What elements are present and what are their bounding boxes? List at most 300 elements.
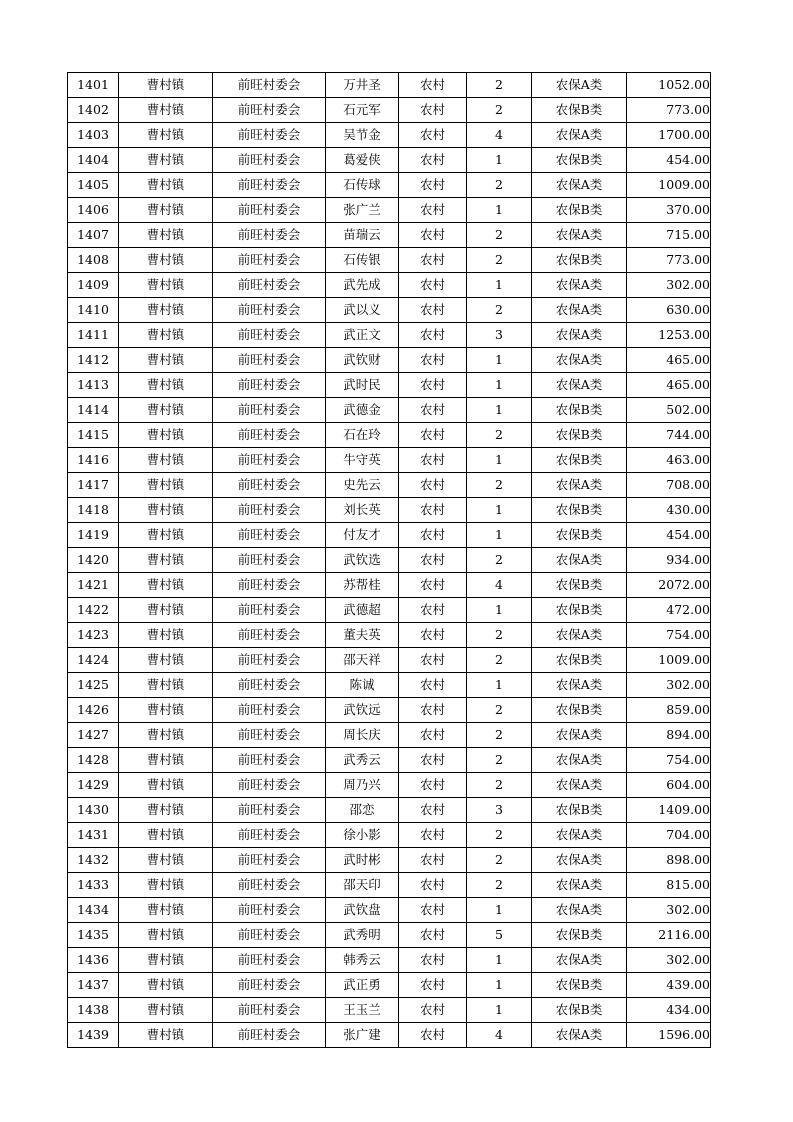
- residence-type-cell: 农村: [399, 73, 467, 98]
- town-cell: 曹村镇: [119, 298, 213, 323]
- recipient-name-cell: 武德超: [326, 598, 399, 623]
- row-number: 1415: [68, 423, 119, 448]
- household-count-cell: 2: [467, 723, 532, 748]
- town-cell: 曹村镇: [119, 923, 213, 948]
- household-count-cell: 2: [467, 298, 532, 323]
- category-cell: 农保B类: [532, 148, 627, 173]
- town-cell: 曹村镇: [119, 748, 213, 773]
- household-count-cell: 1: [467, 148, 532, 173]
- residence-type-cell: 农村: [399, 298, 467, 323]
- recipient-name-cell: 周乃兴: [326, 773, 399, 798]
- village-committee-cell: 前旺村委会: [213, 123, 326, 148]
- recipient-name-cell: 武钦选: [326, 548, 399, 573]
- residence-type-cell: 农村: [399, 673, 467, 698]
- table-row: [68, 98, 711, 123]
- row-number: 1411: [68, 323, 119, 348]
- village-committee-cell: 前旺村委会: [213, 923, 326, 948]
- town-cell: 曹村镇: [119, 73, 213, 98]
- household-count-cell: 1: [467, 948, 532, 973]
- category-cell: 农保A类: [532, 473, 627, 498]
- recipient-name-cell: 武秀云: [326, 748, 399, 773]
- household-count-cell: 2: [467, 773, 532, 798]
- village-committee-cell: 前旺村委会: [213, 748, 326, 773]
- town-cell: 曹村镇: [119, 173, 213, 198]
- amount-cell: 894.00: [627, 723, 711, 748]
- village-committee-cell: 前旺村委会: [213, 998, 326, 1023]
- row-number: 1428: [68, 748, 119, 773]
- amount-cell: 934.00: [627, 548, 711, 573]
- category-cell: 农保A类: [532, 348, 627, 373]
- recipient-name-cell: 付友才: [326, 523, 399, 548]
- amount-cell: 370.00: [627, 198, 711, 223]
- village-committee-cell: 前旺村委会: [213, 523, 326, 548]
- category-cell: 农保B类: [532, 398, 627, 423]
- table-row: [68, 848, 711, 873]
- row-number: 1406: [68, 198, 119, 223]
- residence-type-cell: 农村: [399, 973, 467, 998]
- town-cell: 曹村镇: [119, 673, 213, 698]
- category-cell: 农保B类: [532, 423, 627, 448]
- village-committee-cell: 前旺村委会: [213, 723, 326, 748]
- row-number: 1405: [68, 173, 119, 198]
- recipient-name-cell: 武钦远: [326, 698, 399, 723]
- table-row: [68, 1023, 711, 1048]
- household-count-cell: 1: [467, 898, 532, 923]
- town-cell: 曹村镇: [119, 898, 213, 923]
- row-number: 1421: [68, 573, 119, 598]
- category-cell: 农保A类: [532, 73, 627, 98]
- row-number: 1437: [68, 973, 119, 998]
- village-committee-cell: 前旺村委会: [213, 398, 326, 423]
- row-number: 1434: [68, 898, 119, 923]
- recipient-name-cell: 武正文: [326, 323, 399, 348]
- row-number: 1438: [68, 998, 119, 1023]
- residence-type-cell: 农村: [399, 773, 467, 798]
- table-row: [68, 648, 711, 673]
- row-number: 1425: [68, 673, 119, 698]
- row-number: 1427: [68, 723, 119, 748]
- household-count-cell: 1: [467, 523, 532, 548]
- village-committee-cell: 前旺村委会: [213, 898, 326, 923]
- village-committee-cell: 前旺村委会: [213, 598, 326, 623]
- household-count-cell: 2: [467, 873, 532, 898]
- table-row: [68, 723, 711, 748]
- amount-cell: 1700.00: [627, 123, 711, 148]
- household-count-cell: 1: [467, 498, 532, 523]
- category-cell: 农保A类: [532, 723, 627, 748]
- residence-type-cell: 农村: [399, 648, 467, 673]
- table-row: [68, 423, 711, 448]
- row-number: 1435: [68, 923, 119, 948]
- town-cell: 曹村镇: [119, 423, 213, 448]
- row-number: 1403: [68, 123, 119, 148]
- row-number: 1430: [68, 798, 119, 823]
- town-cell: 曹村镇: [119, 948, 213, 973]
- amount-cell: 302.00: [627, 948, 711, 973]
- town-cell: 曹村镇: [119, 323, 213, 348]
- household-count-cell: 5: [467, 923, 532, 948]
- category-cell: 农保A类: [532, 948, 627, 973]
- village-committee-cell: 前旺村委会: [213, 773, 326, 798]
- residence-type-cell: 农村: [399, 473, 467, 498]
- recipient-name-cell: 武时民: [326, 373, 399, 398]
- table-row: [68, 73, 711, 98]
- amount-cell: 859.00: [627, 698, 711, 723]
- table-row: [68, 348, 711, 373]
- recipient-name-cell: 张广兰: [326, 198, 399, 223]
- household-count-cell: 2: [467, 548, 532, 573]
- residence-type-cell: 农村: [399, 548, 467, 573]
- category-cell: 农保B类: [532, 973, 627, 998]
- residence-type-cell: 农村: [399, 573, 467, 598]
- category-cell: 农保A类: [532, 323, 627, 348]
- row-number: 1408: [68, 248, 119, 273]
- amount-cell: 463.00: [627, 448, 711, 473]
- town-cell: 曹村镇: [119, 373, 213, 398]
- table-row: [68, 198, 711, 223]
- amount-cell: 708.00: [627, 473, 711, 498]
- household-count-cell: 2: [467, 648, 532, 673]
- recipient-name-cell: 石元军: [326, 98, 399, 123]
- residence-type-cell: 农村: [399, 348, 467, 373]
- category-cell: 农保B类: [532, 198, 627, 223]
- recipient-name-cell: 邵天祥: [326, 648, 399, 673]
- recipient-name-cell: 苏帮桂: [326, 573, 399, 598]
- table-row: [68, 773, 711, 798]
- household-count-cell: 1: [467, 973, 532, 998]
- table-row: [68, 273, 711, 298]
- village-committee-cell: 前旺村委会: [213, 498, 326, 523]
- village-committee-cell: 前旺村委会: [213, 448, 326, 473]
- category-cell: 农保B类: [532, 998, 627, 1023]
- row-number: 1420: [68, 548, 119, 573]
- residence-type-cell: 农村: [399, 448, 467, 473]
- category-cell: 农保B类: [532, 573, 627, 598]
- recipient-name-cell: 石在玲: [326, 423, 399, 448]
- table-row: [68, 148, 711, 173]
- household-count-cell: 1: [467, 373, 532, 398]
- amount-cell: 302.00: [627, 273, 711, 298]
- residence-type-cell: 农村: [399, 173, 467, 198]
- recipient-name-cell: 武德金: [326, 398, 399, 423]
- town-cell: 曹村镇: [119, 598, 213, 623]
- category-cell: 农保B类: [532, 648, 627, 673]
- amount-cell: 1052.00: [627, 73, 711, 98]
- town-cell: 曹村镇: [119, 398, 213, 423]
- table-row: [68, 173, 711, 198]
- residence-type-cell: 农村: [399, 148, 467, 173]
- village-committee-cell: 前旺村委会: [213, 148, 326, 173]
- town-cell: 曹村镇: [119, 98, 213, 123]
- recipient-name-cell: 陈诚: [326, 673, 399, 698]
- residence-type-cell: 农村: [399, 248, 467, 273]
- village-committee-cell: 前旺村委会: [213, 248, 326, 273]
- residence-type-cell: 农村: [399, 698, 467, 723]
- residence-type-cell: 农村: [399, 498, 467, 523]
- village-committee-cell: 前旺村委会: [213, 73, 326, 98]
- village-committee-cell: 前旺村委会: [213, 473, 326, 498]
- table-row: [68, 448, 711, 473]
- table-row: [68, 523, 711, 548]
- town-cell: 曹村镇: [119, 523, 213, 548]
- amount-cell: 472.00: [627, 598, 711, 623]
- town-cell: 曹村镇: [119, 848, 213, 873]
- household-count-cell: 2: [467, 823, 532, 848]
- town-cell: 曹村镇: [119, 873, 213, 898]
- table-row: [68, 473, 711, 498]
- village-committee-cell: 前旺村委会: [213, 198, 326, 223]
- village-committee-cell: 前旺村委会: [213, 348, 326, 373]
- category-cell: 农保B类: [532, 698, 627, 723]
- table-row: [68, 623, 711, 648]
- village-committee-cell: 前旺村委会: [213, 673, 326, 698]
- amount-cell: 754.00: [627, 748, 711, 773]
- category-cell: 农保B类: [532, 598, 627, 623]
- category-cell: 农保A类: [532, 748, 627, 773]
- table-row: [68, 673, 711, 698]
- village-committee-cell: 前旺村委会: [213, 873, 326, 898]
- table-row: [68, 798, 711, 823]
- residence-type-cell: 农村: [399, 898, 467, 923]
- household-count-cell: 1: [467, 998, 532, 1023]
- amount-cell: 454.00: [627, 148, 711, 173]
- table-row: [68, 123, 711, 148]
- row-number: 1436: [68, 948, 119, 973]
- town-cell: 曹村镇: [119, 473, 213, 498]
- household-count-cell: 1: [467, 348, 532, 373]
- category-cell: 农保A类: [532, 673, 627, 698]
- table-row: [68, 398, 711, 423]
- household-count-cell: 2: [467, 248, 532, 273]
- category-cell: 农保A类: [532, 298, 627, 323]
- amount-cell: 439.00: [627, 973, 711, 998]
- roster-body: [68, 73, 711, 1048]
- residence-type-cell: 农村: [399, 198, 467, 223]
- residence-type-cell: 农村: [399, 323, 467, 348]
- town-cell: 曹村镇: [119, 573, 213, 598]
- amount-cell: 434.00: [627, 998, 711, 1023]
- amount-cell: 2116.00: [627, 923, 711, 948]
- amount-cell: 1409.00: [627, 798, 711, 823]
- amount-cell: 754.00: [627, 623, 711, 648]
- village-committee-cell: 前旺村委会: [213, 573, 326, 598]
- amount-cell: 898.00: [627, 848, 711, 873]
- residence-type-cell: 农村: [399, 598, 467, 623]
- household-count-cell: 1: [467, 598, 532, 623]
- table-row: [68, 898, 711, 923]
- category-cell: 农保A类: [532, 123, 627, 148]
- amount-cell: 430.00: [627, 498, 711, 523]
- row-number: 1422: [68, 598, 119, 623]
- category-cell: 农保B类: [532, 523, 627, 548]
- amount-cell: 302.00: [627, 673, 711, 698]
- table-row: [68, 973, 711, 998]
- town-cell: 曹村镇: [119, 623, 213, 648]
- recipient-name-cell: 吴节金: [326, 123, 399, 148]
- table-row: [68, 598, 711, 623]
- table-row: [68, 823, 711, 848]
- village-committee-cell: 前旺村委会: [213, 173, 326, 198]
- category-cell: 农保B类: [532, 248, 627, 273]
- household-count-cell: 2: [467, 423, 532, 448]
- town-cell: 曹村镇: [119, 548, 213, 573]
- household-count-cell: 2: [467, 73, 532, 98]
- residence-type-cell: 农村: [399, 948, 467, 973]
- row-number: 1424: [68, 648, 119, 673]
- residence-type-cell: 农村: [399, 873, 467, 898]
- category-cell: 农保A类: [532, 373, 627, 398]
- amount-cell: 1009.00: [627, 648, 711, 673]
- category-cell: 农保A类: [532, 773, 627, 798]
- village-committee-cell: 前旺村委会: [213, 623, 326, 648]
- recipient-name-cell: 史先云: [326, 473, 399, 498]
- category-cell: 农保A类: [532, 1023, 627, 1048]
- village-committee-cell: 前旺村委会: [213, 273, 326, 298]
- table-row: [68, 998, 711, 1023]
- table-row: [68, 223, 711, 248]
- recipient-name-cell: 苗瑞云: [326, 223, 399, 248]
- category-cell: 农保A类: [532, 898, 627, 923]
- residence-type-cell: 农村: [399, 798, 467, 823]
- category-cell: 农保A类: [532, 548, 627, 573]
- category-cell: 农保A类: [532, 823, 627, 848]
- recipient-name-cell: 石传银: [326, 248, 399, 273]
- roster-table: [67, 72, 711, 1048]
- residence-type-cell: 农村: [399, 98, 467, 123]
- table-row: [68, 498, 711, 523]
- row-number: 1429: [68, 773, 119, 798]
- amount-cell: 465.00: [627, 373, 711, 398]
- table-row: [68, 298, 711, 323]
- residence-type-cell: 农村: [399, 1023, 467, 1048]
- recipient-name-cell: 武秀明: [326, 923, 399, 948]
- table-row: [68, 748, 711, 773]
- village-committee-cell: 前旺村委会: [213, 948, 326, 973]
- recipient-name-cell: 武先成: [326, 273, 399, 298]
- amount-cell: 1253.00: [627, 323, 711, 348]
- village-committee-cell: 前旺村委会: [213, 648, 326, 673]
- row-number: 1417: [68, 473, 119, 498]
- table-row: [68, 923, 711, 948]
- category-cell: 农保A类: [532, 623, 627, 648]
- town-cell: 曹村镇: [119, 198, 213, 223]
- row-number: 1401: [68, 73, 119, 98]
- household-count-cell: 2: [467, 173, 532, 198]
- recipient-name-cell: 武以义: [326, 298, 399, 323]
- town-cell: 曹村镇: [119, 798, 213, 823]
- household-count-cell: 2: [467, 98, 532, 123]
- recipient-name-cell: 徐小影: [326, 823, 399, 848]
- row-number: 1404: [68, 148, 119, 173]
- row-number: 1407: [68, 223, 119, 248]
- row-number: 1432: [68, 848, 119, 873]
- village-committee-cell: 前旺村委会: [213, 698, 326, 723]
- town-cell: 曹村镇: [119, 348, 213, 373]
- category-cell: 农保B类: [532, 448, 627, 473]
- household-count-cell: 3: [467, 323, 532, 348]
- row-number: 1414: [68, 398, 119, 423]
- category-cell: 农保A类: [532, 173, 627, 198]
- village-committee-cell: 前旺村委会: [213, 98, 326, 123]
- amount-cell: 2072.00: [627, 573, 711, 598]
- village-committee-cell: 前旺村委会: [213, 323, 326, 348]
- recipient-name-cell: 武钦财: [326, 348, 399, 373]
- recipient-name-cell: 邵天印: [326, 873, 399, 898]
- household-count-cell: 2: [467, 698, 532, 723]
- recipient-name-cell: 王玉兰: [326, 998, 399, 1023]
- residence-type-cell: 农村: [399, 273, 467, 298]
- town-cell: 曹村镇: [119, 973, 213, 998]
- row-number: 1413: [68, 373, 119, 398]
- table-row: [68, 698, 711, 723]
- table-row: [68, 573, 711, 598]
- town-cell: 曹村镇: [119, 123, 213, 148]
- table-row: [68, 873, 711, 898]
- amount-cell: 773.00: [627, 248, 711, 273]
- village-committee-cell: 前旺村委会: [213, 973, 326, 998]
- household-count-cell: 4: [467, 123, 532, 148]
- town-cell: 曹村镇: [119, 498, 213, 523]
- recipient-name-cell: 刘长英: [326, 498, 399, 523]
- category-cell: 农保A类: [532, 223, 627, 248]
- row-number: 1416: [68, 448, 119, 473]
- table-row: [68, 948, 711, 973]
- amount-cell: 465.00: [627, 348, 711, 373]
- category-cell: 农保B类: [532, 498, 627, 523]
- village-committee-cell: 前旺村委会: [213, 223, 326, 248]
- recipient-name-cell: 武钦盘: [326, 898, 399, 923]
- residence-type-cell: 农村: [399, 123, 467, 148]
- village-committee-cell: 前旺村委会: [213, 1023, 326, 1048]
- recipient-name-cell: 葛爱侠: [326, 148, 399, 173]
- village-committee-cell: 前旺村委会: [213, 823, 326, 848]
- residence-type-cell: 农村: [399, 998, 467, 1023]
- row-number: 1418: [68, 498, 119, 523]
- town-cell: 曹村镇: [119, 223, 213, 248]
- residence-type-cell: 农村: [399, 723, 467, 748]
- household-count-cell: 2: [467, 223, 532, 248]
- category-cell: 农保A类: [532, 873, 627, 898]
- household-count-cell: 4: [467, 1023, 532, 1048]
- amount-cell: 1009.00: [627, 173, 711, 198]
- row-number: 1412: [68, 348, 119, 373]
- amount-cell: 815.00: [627, 873, 711, 898]
- recipient-name-cell: 张广建: [326, 1023, 399, 1048]
- household-count-cell: 1: [467, 673, 532, 698]
- recipient-name-cell: 牛守英: [326, 448, 399, 473]
- residence-type-cell: 农村: [399, 373, 467, 398]
- amount-cell: 715.00: [627, 223, 711, 248]
- recipient-name-cell: 董夫英: [326, 623, 399, 648]
- row-number: 1409: [68, 273, 119, 298]
- recipient-name-cell: 石传球: [326, 173, 399, 198]
- residence-type-cell: 农村: [399, 523, 467, 548]
- row-number: 1439: [68, 1023, 119, 1048]
- town-cell: 曹村镇: [119, 273, 213, 298]
- table-row: [68, 323, 711, 348]
- residence-type-cell: 农村: [399, 748, 467, 773]
- row-number: 1431: [68, 823, 119, 848]
- town-cell: 曹村镇: [119, 448, 213, 473]
- row-number: 1410: [68, 298, 119, 323]
- table-row: [68, 548, 711, 573]
- household-count-cell: 2: [467, 848, 532, 873]
- household-count-cell: 3: [467, 798, 532, 823]
- amount-cell: 1596.00: [627, 1023, 711, 1048]
- town-cell: 曹村镇: [119, 823, 213, 848]
- recipient-name-cell: 武正勇: [326, 973, 399, 998]
- row-number: 1426: [68, 698, 119, 723]
